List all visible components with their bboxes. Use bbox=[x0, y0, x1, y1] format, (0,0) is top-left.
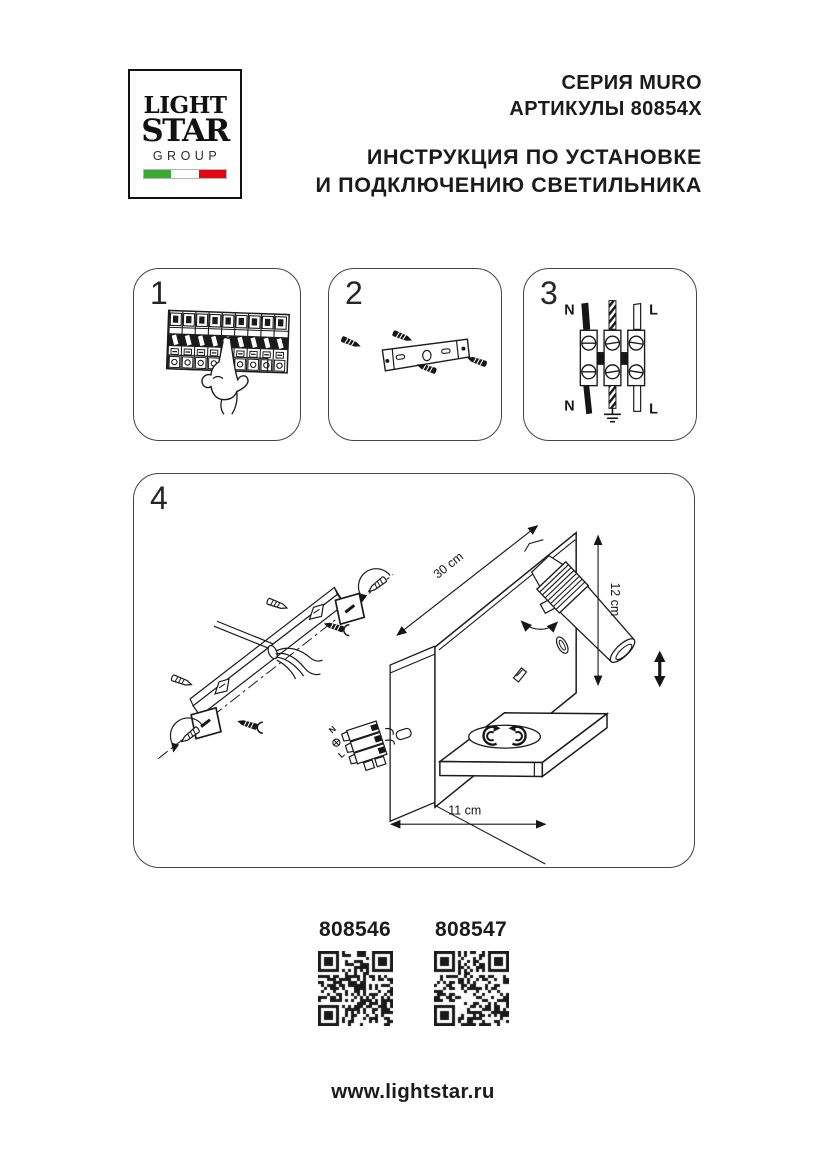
step-number: 2 bbox=[345, 275, 363, 311]
earth-symbol-icon bbox=[331, 738, 341, 748]
flag-red bbox=[199, 170, 226, 178]
usb-port bbox=[395, 727, 412, 740]
neutral-wire bbox=[581, 303, 590, 331]
instruction-line1: ИНСТРУКЦИЯ ПО УСТАНОВКЕ bbox=[366, 145, 702, 169]
ground-wire bbox=[609, 301, 616, 330]
wire-label-n-top: N bbox=[564, 302, 575, 319]
terminal-label-l: L bbox=[336, 748, 347, 760]
screw-icon bbox=[392, 330, 414, 344]
product-block bbox=[431, 918, 511, 1026]
wall-bracket-bar bbox=[190, 587, 344, 715]
dimension-depth bbox=[391, 803, 545, 824]
product-code: 808547 bbox=[435, 918, 507, 941]
terminal-connector bbox=[327, 721, 395, 774]
product-block bbox=[315, 918, 395, 1026]
lightstar-logo bbox=[128, 69, 242, 199]
logo-word-light: LIGHT bbox=[143, 92, 227, 119]
series-title: СЕРИЯ MURO bbox=[561, 72, 702, 94]
step-number: 3 bbox=[540, 275, 558, 311]
earth-symbol-icon bbox=[604, 408, 621, 421]
step-number: 4 bbox=[150, 480, 168, 516]
step-2-mount-bracket bbox=[328, 268, 502, 441]
screw-rotation-icon bbox=[358, 569, 390, 604]
svg-text:30 cm: 30 cm bbox=[430, 549, 466, 582]
italian-flag-bar bbox=[143, 169, 227, 179]
logo-word-group: GROUP bbox=[152, 149, 222, 163]
articles-title: АРТИКУЛЫ 80854X bbox=[509, 98, 702, 120]
instruction-line2: И ПОДКЛЮЧЕНИЮ СВЕТИЛЬНИКА bbox=[315, 172, 702, 197]
svg-text:12 cm: 12 cm bbox=[607, 582, 622, 617]
wall-anchor-icon bbox=[171, 675, 193, 688]
qr-code bbox=[318, 951, 393, 1026]
product-code: 808546 bbox=[319, 918, 391, 941]
flag-green bbox=[144, 170, 171, 178]
screw-icon bbox=[340, 336, 362, 350]
website-url: www.lightstar.ru bbox=[331, 1080, 495, 1103]
wall-anchor-icon bbox=[266, 598, 288, 611]
qr-code bbox=[434, 951, 509, 1026]
wire-label-l-top: L bbox=[649, 302, 658, 319]
logo-word-star: STAR bbox=[141, 113, 229, 149]
lamp-assembly-illustration bbox=[134, 474, 694, 867]
instruction-title bbox=[316, 144, 702, 199]
step-3-wiring bbox=[523, 268, 697, 441]
wire-label-l-bottom: L bbox=[649, 401, 658, 418]
svg-text:11 cm: 11 cm bbox=[448, 803, 482, 818]
title-block bbox=[316, 70, 702, 199]
wire-label-n-bottom: N bbox=[564, 398, 575, 415]
step-number: 1 bbox=[150, 275, 168, 311]
step-4-assembly bbox=[133, 473, 695, 868]
product-codes bbox=[0, 918, 826, 1026]
step-1-power-off bbox=[133, 268, 301, 441]
line-wire bbox=[634, 304, 641, 330]
terminal-label-n: N bbox=[326, 723, 338, 736]
flag-white bbox=[171, 170, 198, 178]
